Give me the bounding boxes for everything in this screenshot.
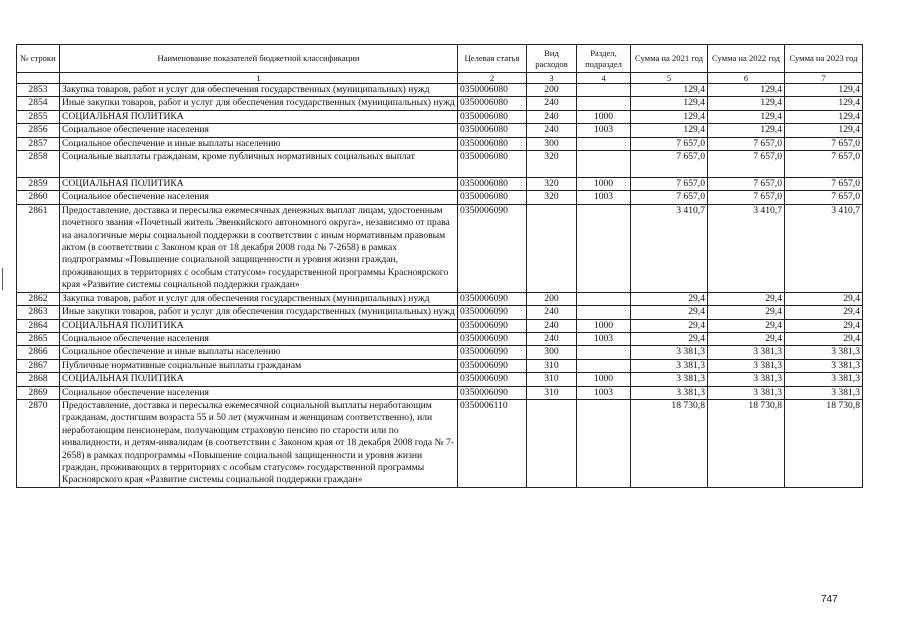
row-sum-2023: 3 381,3	[785, 373, 863, 386]
row-number: 2862	[17, 292, 60, 305]
row-sum-2023: 29,4	[785, 292, 863, 305]
row-name: Предоставление, доставка и пересылка ежемесячных денежных выплат лицам, удостоенным почетного звания «Почетный житель Эвенкийского автономного округа», независимо от права на аналогичные меры социальной поддержки в соответствии с иным нормативным правовым актом (в соответствии с Законом края от 18 декабря 2008 года № 7-2658) в рамках подпрограммы «Повышение социальной защищенности и уровня жизни граждан, проживающих в территориях с особым статусом» государственной программы Красноярского края «Развитие системы социальной поддержки граждан»	[60, 204, 458, 292]
row-sum-2022: 129,4	[708, 97, 785, 110]
row-sum-2023: 3 410,7	[785, 204, 863, 292]
table-row	[17, 399, 863, 487]
row-sum-2021: 3 410,7	[631, 204, 708, 292]
row-number: 2866	[17, 346, 60, 359]
header-sum-2023: Сумма на 2023 год	[785, 45, 863, 73]
row-section	[577, 97, 631, 110]
row-sum-2022: 18 730,8	[708, 399, 785, 487]
column-index-row	[17, 73, 863, 84]
row-number: 2861	[17, 204, 60, 292]
row-sum-2021: 18 730,8	[631, 399, 708, 487]
row-section: 1000	[577, 178, 631, 191]
row-sum-2023: 7 657,0	[785, 137, 863, 150]
row-target-code: 0350006090	[458, 204, 527, 292]
column-index: 4	[577, 73, 631, 84]
row-section: 1003	[577, 124, 631, 137]
column-index: 7	[785, 73, 863, 84]
row-sum-2022: 7 657,0	[708, 178, 785, 191]
row-expense-type: 200	[527, 292, 577, 305]
row-sum-2021: 29,4	[631, 319, 708, 332]
row-sum-2022: 3 381,3	[708, 386, 785, 399]
row-section	[577, 306, 631, 319]
header-name: Наименование показателей бюджетной классификации	[60, 45, 458, 73]
row-target-code: 0350006080	[458, 84, 527, 97]
row-target-code: 0350006080	[458, 191, 527, 204]
row-section	[577, 292, 631, 305]
row-number: 2865	[17, 332, 60, 345]
budget-table	[16, 44, 863, 488]
row-expense-type: 320	[527, 178, 577, 191]
row-sum-2022: 29,4	[708, 332, 785, 345]
row-sum-2022: 7 657,0	[708, 191, 785, 204]
row-expense-type: 300	[527, 346, 577, 359]
row-sum-2021: 129,4	[631, 124, 708, 137]
row-number: 2854	[17, 97, 60, 110]
column-index: 5	[631, 73, 708, 84]
row-name: СОЦИАЛЬНАЯ ПОЛИТИКА	[60, 373, 458, 386]
row-number: 2857	[17, 137, 60, 150]
row-sum-2023: 3 381,3	[785, 386, 863, 399]
row-expense-type: 240	[527, 110, 577, 123]
row-sum-2021: 129,4	[631, 97, 708, 110]
row-target-code: 0350006080	[458, 124, 527, 137]
row-section: 1003	[577, 332, 631, 345]
row-expense-type: 240	[527, 124, 577, 137]
row-target-code: 0350006080	[458, 97, 527, 110]
table-row	[17, 346, 863, 359]
table-row	[17, 292, 863, 305]
row-number: 2868	[17, 373, 60, 386]
row-expense-type: 310	[527, 359, 577, 372]
row-section	[577, 151, 631, 178]
column-index: 3	[527, 73, 577, 84]
row-sum-2022: 129,4	[708, 110, 785, 123]
header-section: Раздел, подраздел	[577, 45, 631, 73]
margin-mark	[2, 268, 3, 290]
row-sum-2021: 29,4	[631, 332, 708, 345]
row-expense-type	[527, 204, 577, 292]
table-row	[17, 137, 863, 150]
row-section	[577, 399, 631, 487]
row-sum-2022: 29,4	[708, 319, 785, 332]
row-section	[577, 137, 631, 150]
row-sum-2023: 7 657,0	[785, 178, 863, 191]
row-sum-2022: 3 381,3	[708, 346, 785, 359]
row-expense-type: 320	[527, 151, 577, 178]
table-row	[17, 191, 863, 204]
row-name: Социальное обеспечение и иные выплаты населению	[60, 137, 458, 150]
row-expense-type: 310	[527, 373, 577, 386]
row-sum-2023: 29,4	[785, 319, 863, 332]
row-sum-2023: 3 381,3	[785, 346, 863, 359]
row-expense-type: 300	[527, 137, 577, 150]
header-row-no: № строки	[17, 45, 60, 73]
row-expense-type: 240	[527, 332, 577, 345]
row-sum-2023: 29,4	[785, 306, 863, 319]
page-number: 747	[821, 594, 838, 605]
table-row	[17, 178, 863, 191]
row-target-code: 0350006090	[458, 346, 527, 359]
row-target-code: 0350006080	[458, 178, 527, 191]
row-sum-2023: 18 730,8	[785, 399, 863, 487]
row-sum-2022: 29,4	[708, 292, 785, 305]
row-sum-2022: 3 381,3	[708, 359, 785, 372]
row-expense-type: 310	[527, 386, 577, 399]
row-section	[577, 359, 631, 372]
row-sum-2021: 7 657,0	[631, 137, 708, 150]
row-sum-2021: 29,4	[631, 306, 708, 319]
row-sum-2023: 7 657,0	[785, 191, 863, 204]
row-number: 2864	[17, 319, 60, 332]
row-target-code: 0350006090	[458, 332, 527, 345]
row-expense-type: 200	[527, 84, 577, 97]
row-section: 1000	[577, 319, 631, 332]
row-target-code: 0350006080	[458, 137, 527, 150]
table-row	[17, 97, 863, 110]
row-sum-2023: 129,4	[785, 84, 863, 97]
row-sum-2022: 3 381,3	[708, 373, 785, 386]
row-target-code: 0350006090	[458, 306, 527, 319]
row-name: Закупка товаров, работ и услуг для обеспечения государственных (муниципальных) нужд	[60, 84, 458, 97]
row-name: Публичные нормативные социальные выплаты гражданам	[60, 359, 458, 372]
row-target-code: 0350006110	[458, 399, 527, 487]
table-row	[17, 306, 863, 319]
row-sum-2021: 7 657,0	[631, 151, 708, 178]
row-name: Социальное обеспечение населения	[60, 124, 458, 137]
table-row	[17, 110, 863, 123]
column-index: 6	[708, 73, 785, 84]
row-name: Иные закупки товаров, работ и услуг для обеспечения государственных (муниципальных) нужд	[60, 97, 458, 110]
table-header-row	[17, 45, 863, 73]
table-row	[17, 204, 863, 292]
table-row	[17, 332, 863, 345]
table-row	[17, 319, 863, 332]
row-expense-type: 240	[527, 306, 577, 319]
row-sum-2021: 3 381,3	[631, 373, 708, 386]
row-sum-2021: 3 381,3	[631, 386, 708, 399]
row-name: Социальное обеспечение населения	[60, 386, 458, 399]
row-target-code: 0350006090	[458, 319, 527, 332]
header-sum-2022: Сумма на 2022 год	[708, 45, 785, 73]
column-index-blank	[17, 73, 60, 84]
row-target-code: 0350006090	[458, 292, 527, 305]
header-sum-2021: Сумма на 2021 год	[631, 45, 708, 73]
row-sum-2023: 129,4	[785, 110, 863, 123]
row-name: СОЦИАЛЬНАЯ ПОЛИТИКА	[60, 178, 458, 191]
row-number: 2855	[17, 110, 60, 123]
row-sum-2022: 129,4	[708, 124, 785, 137]
row-sum-2021: 129,4	[631, 110, 708, 123]
row-sum-2021: 129,4	[631, 84, 708, 97]
table-row	[17, 359, 863, 372]
row-expense-type: 320	[527, 191, 577, 204]
row-target-code: 0350006090	[458, 386, 527, 399]
column-index: 1	[60, 73, 458, 84]
row-sum-2023: 29,4	[785, 332, 863, 345]
row-sum-2021: 3 381,3	[631, 346, 708, 359]
row-target-code: 0350006080	[458, 151, 527, 178]
table-row	[17, 151, 863, 178]
row-expense-type	[527, 399, 577, 487]
row-sum-2022: 7 657,0	[708, 137, 785, 150]
row-sum-2022: 129,4	[708, 84, 785, 97]
column-index: 2	[458, 73, 527, 84]
row-name: Социальные выплаты гражданам, кроме публичных нормативных социальных выплат	[60, 151, 458, 178]
row-sum-2023: 3 381,3	[785, 359, 863, 372]
table-row	[17, 124, 863, 137]
row-section: 1003	[577, 386, 631, 399]
row-expense-type: 240	[527, 97, 577, 110]
row-name: Закупка товаров, работ и услуг для обеспечения государственных (муниципальных) нужд	[60, 292, 458, 305]
row-target-code: 0350006090	[458, 373, 527, 386]
row-sum-2023: 7 657,0	[785, 151, 863, 178]
row-sum-2023: 129,4	[785, 124, 863, 137]
table-row	[17, 386, 863, 399]
row-sum-2021: 3 381,3	[631, 359, 708, 372]
row-number: 2856	[17, 124, 60, 137]
row-number: 2869	[17, 386, 60, 399]
row-section: 1003	[577, 191, 631, 204]
row-target-code: 0350006080	[458, 110, 527, 123]
row-section	[577, 346, 631, 359]
row-section	[577, 204, 631, 292]
row-section: 1000	[577, 373, 631, 386]
row-sum-2022: 3 410,7	[708, 204, 785, 292]
row-sum-2021: 29,4	[631, 292, 708, 305]
row-target-code: 0350006090	[458, 359, 527, 372]
row-expense-type: 240	[527, 319, 577, 332]
row-number: 2870	[17, 399, 60, 487]
row-number: 2863	[17, 306, 60, 319]
row-sum-2021: 7 657,0	[631, 178, 708, 191]
header-exp-type: Вид расходов	[527, 45, 577, 73]
row-name: СОЦИАЛЬНАЯ ПОЛИТИКА	[60, 319, 458, 332]
row-name: Социальное обеспечение и иные выплаты населению	[60, 346, 458, 359]
row-name: Социальное обеспечение населения	[60, 191, 458, 204]
row-sum-2022: 29,4	[708, 306, 785, 319]
row-sum-2023: 129,4	[785, 97, 863, 110]
row-number: 2853	[17, 84, 60, 97]
row-name: Предоставление, доставка и пересылка ежемесячной социальной выплаты неработающим гражданам, достигшим возраста 55 и 50 лет (мужчинам и женщинам соответственно), или неработающим пенсионерам, получающим страховую пенсию по старости или по инвалидности, и детям-инвалидам (в соответствии с Законом края от 18 декабря 2008 года № 7-2658) в рамках подпрограммы «Повышение социальной защищенности и уровня жизни граждан, проживающих в территориях с особым статусом» государственной программы Красноярского края «Развитие системы социальной поддержки граждан»	[60, 399, 458, 487]
row-sum-2021: 7 657,0	[631, 191, 708, 204]
row-number: 2858	[17, 151, 60, 178]
table-row	[17, 84, 863, 97]
row-sum-2022: 7 657,0	[708, 151, 785, 178]
row-name: Иные закупки товаров, работ и услуг для обеспечения государственных (муниципальных) нужд	[60, 306, 458, 319]
row-number: 2859	[17, 178, 60, 191]
header-target: Целевая статья	[458, 45, 527, 73]
row-section	[577, 84, 631, 97]
row-name: СОЦИАЛЬНАЯ ПОЛИТИКА	[60, 110, 458, 123]
row-section: 1000	[577, 110, 631, 123]
row-number: 2867	[17, 359, 60, 372]
row-number: 2860	[17, 191, 60, 204]
table-row	[17, 373, 863, 386]
row-name: Социальное обеспечение населения	[60, 332, 458, 345]
